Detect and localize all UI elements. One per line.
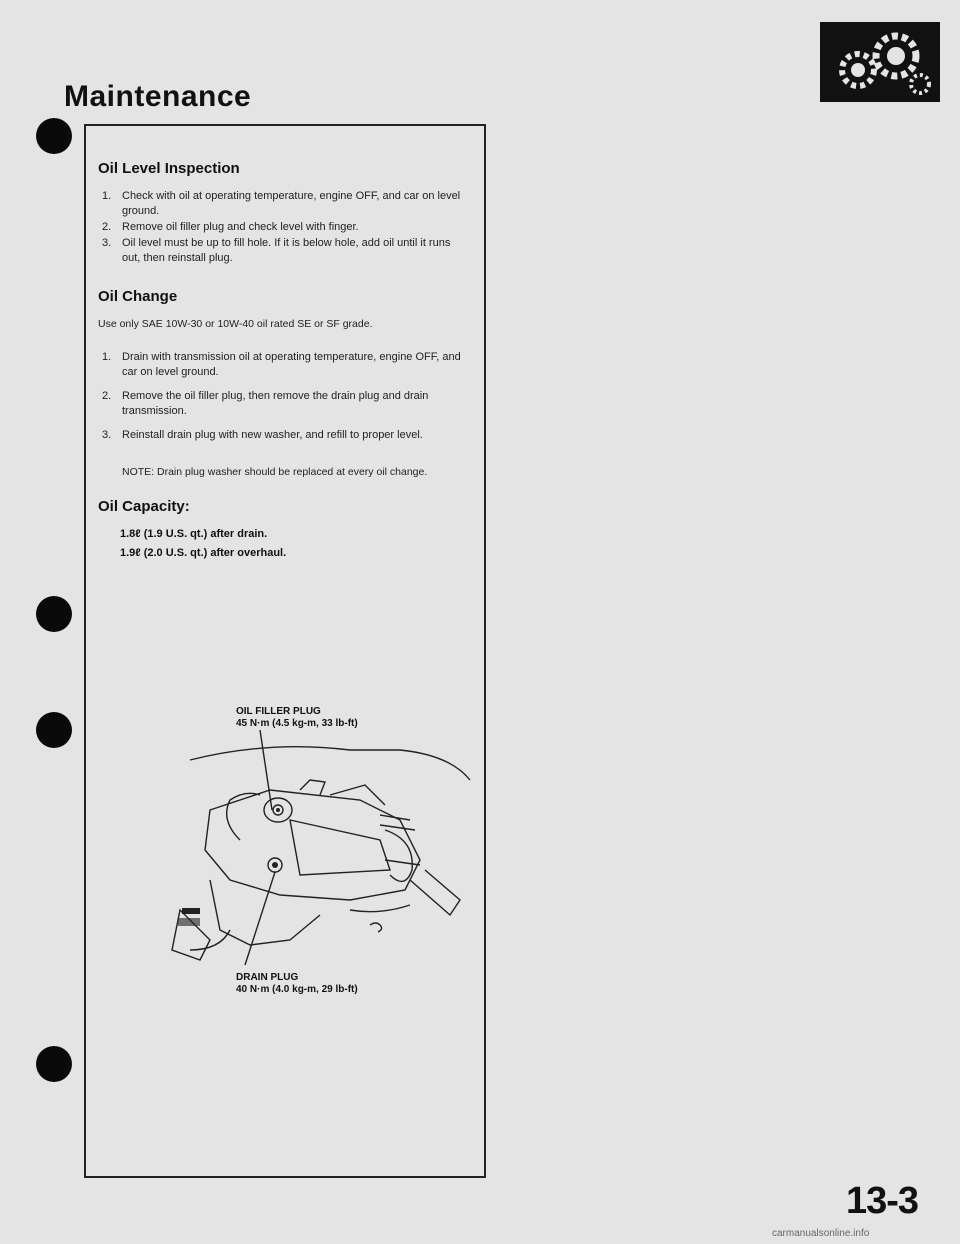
oil-change-intro: Use only SAE 10W-30 or 10W-40 oil rated SE or SF grade.	[98, 318, 373, 330]
note: NOTE: Drain plug washer should be replaced at every oil change.	[122, 466, 428, 478]
page-number: 13-3	[846, 1180, 919, 1222]
capacity-after-overhaul: 1.9ℓ (2.0 U.S. qt.) after overhaul.	[120, 547, 287, 559]
filler-plug-label: OIL FILLER PLUG 45 N·m (4.5 kg-m, 33 lb-ft)	[236, 706, 358, 729]
drain-plug-label: DRAIN PLUG 40 N·m (4.0 kg-m, 29 lb-ft)	[236, 972, 358, 995]
binder-hole	[36, 712, 72, 748]
section-title-oil-level: Oil Level Inspection	[98, 160, 240, 177]
oil-change-steps	[98, 350, 468, 443]
section-title-oil-change: Oil Change	[98, 288, 178, 305]
capacity-after-drain: 1.8ℓ (1.9 U.S. qt.) after drain.	[120, 528, 268, 540]
list-item: 2. Remove the oil filler plug, then remove the drain plug and drain transmission.	[102, 390, 429, 417]
binder-hole	[36, 1046, 72, 1082]
oil-level-steps	[98, 189, 468, 266]
list-item: 3. Oil level must be up to fill hole. If it is below hole, add oil until it runs out, then reinstall plug.	[102, 237, 451, 264]
watermark: carmanualsonline.info	[772, 1228, 870, 1239]
list-item: 1. Check with oil at operating temperature, engine OFF, and car on level ground.	[102, 190, 461, 217]
list-item: 2. Remove oil filler plug and check level with finger.	[102, 221, 359, 233]
content	[98, 160, 468, 565]
gears-icon	[820, 22, 940, 102]
binder-hole	[36, 596, 72, 632]
list-item: 1. Drain with transmission oil at operating temperature, engine OFF, and car on level ground.	[102, 351, 461, 378]
page-title: Maintenance	[64, 80, 252, 113]
section-title-oil-capacity: Oil Capacity:	[98, 498, 190, 515]
list-item: 3. Reinstall drain plug with new washer, and refill to proper level.	[102, 429, 423, 441]
binder-hole	[36, 118, 72, 154]
